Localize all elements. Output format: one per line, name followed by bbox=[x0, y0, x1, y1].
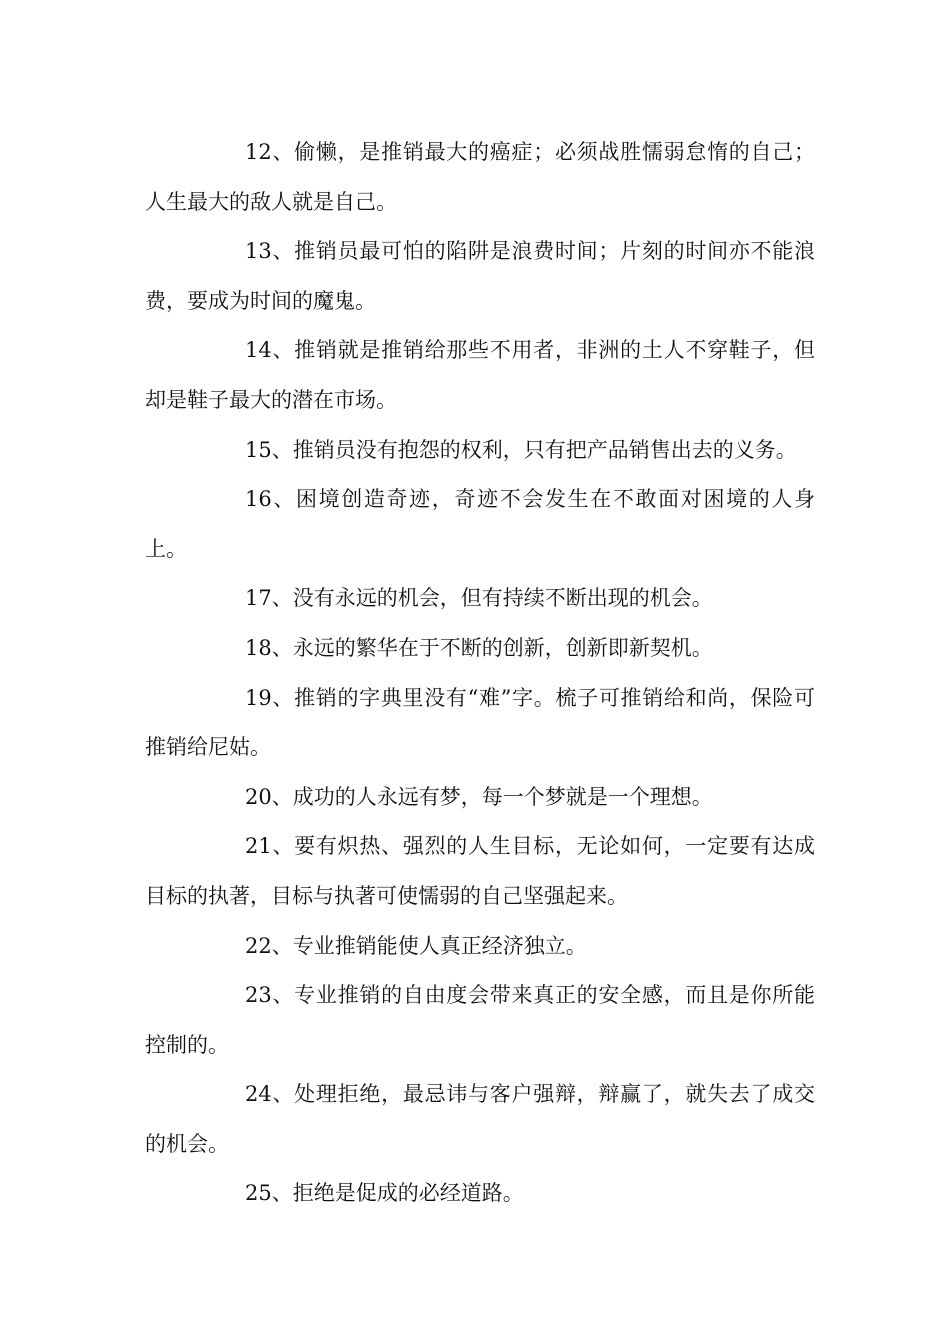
paragraph-12: 12、偷懒，是推销最大的癌症；必须战胜懦弱怠惰的自己；人生最大的敌人就是自己。 bbox=[145, 140, 815, 214]
paragraph-25: 25、拒绝是促成的必经道路。 bbox=[245, 1181, 524, 1206]
paragraph-18: 18、永远的繁华在于不断的创新，创新即新契机。 bbox=[245, 635, 713, 660]
paragraph-15: 15、推销员没有抱怨的权利，只有把产品销售出去的义务。 bbox=[245, 437, 797, 462]
paragraph-20: 20、成功的人永远有梦，每一个梦就是一个理想。 bbox=[245, 784, 713, 809]
paragraph-17: 17、没有永远的机会，但有持续不断出现的机会。 bbox=[245, 586, 713, 611]
paragraph-16: 16、困境创造奇迹，奇迹不会发生在不敢面对困境的人身上。 bbox=[145, 487, 815, 561]
document-body bbox=[145, 128, 815, 1219]
paragraph-23: 23、专业推销的自由度会带来真正的安全感，而且是你所能控制的。 bbox=[145, 983, 815, 1057]
paragraph-24: 24、处理拒绝，最忌讳与客户强辩，辩赢了，就失去了成交的机会。 bbox=[145, 1082, 815, 1156]
paragraph-19: 19、推销的字典里没有“难”字。梳子可推销给和尚，保险可推销给尼姑。 bbox=[145, 685, 815, 760]
paragraph-21: 21、要有炽热、强烈的人生目标，无论如何，一定要有达成目标的执著，目标与执著可使懦弱的自己坚强起来。 bbox=[145, 834, 815, 908]
paragraph-22: 22、专业推销能使人真正经济独立。 bbox=[245, 933, 587, 958]
paragraph-13: 13、推销员最可怕的陷阱是浪费时间；片刻的时间亦不能浪费，要成为时间的魔鬼。 bbox=[145, 239, 815, 313]
paragraph-14: 14、推销就是推销给那些不用者，非洲的土人不穿鞋子，但却是鞋子最大的潜在市场。 bbox=[145, 338, 815, 412]
